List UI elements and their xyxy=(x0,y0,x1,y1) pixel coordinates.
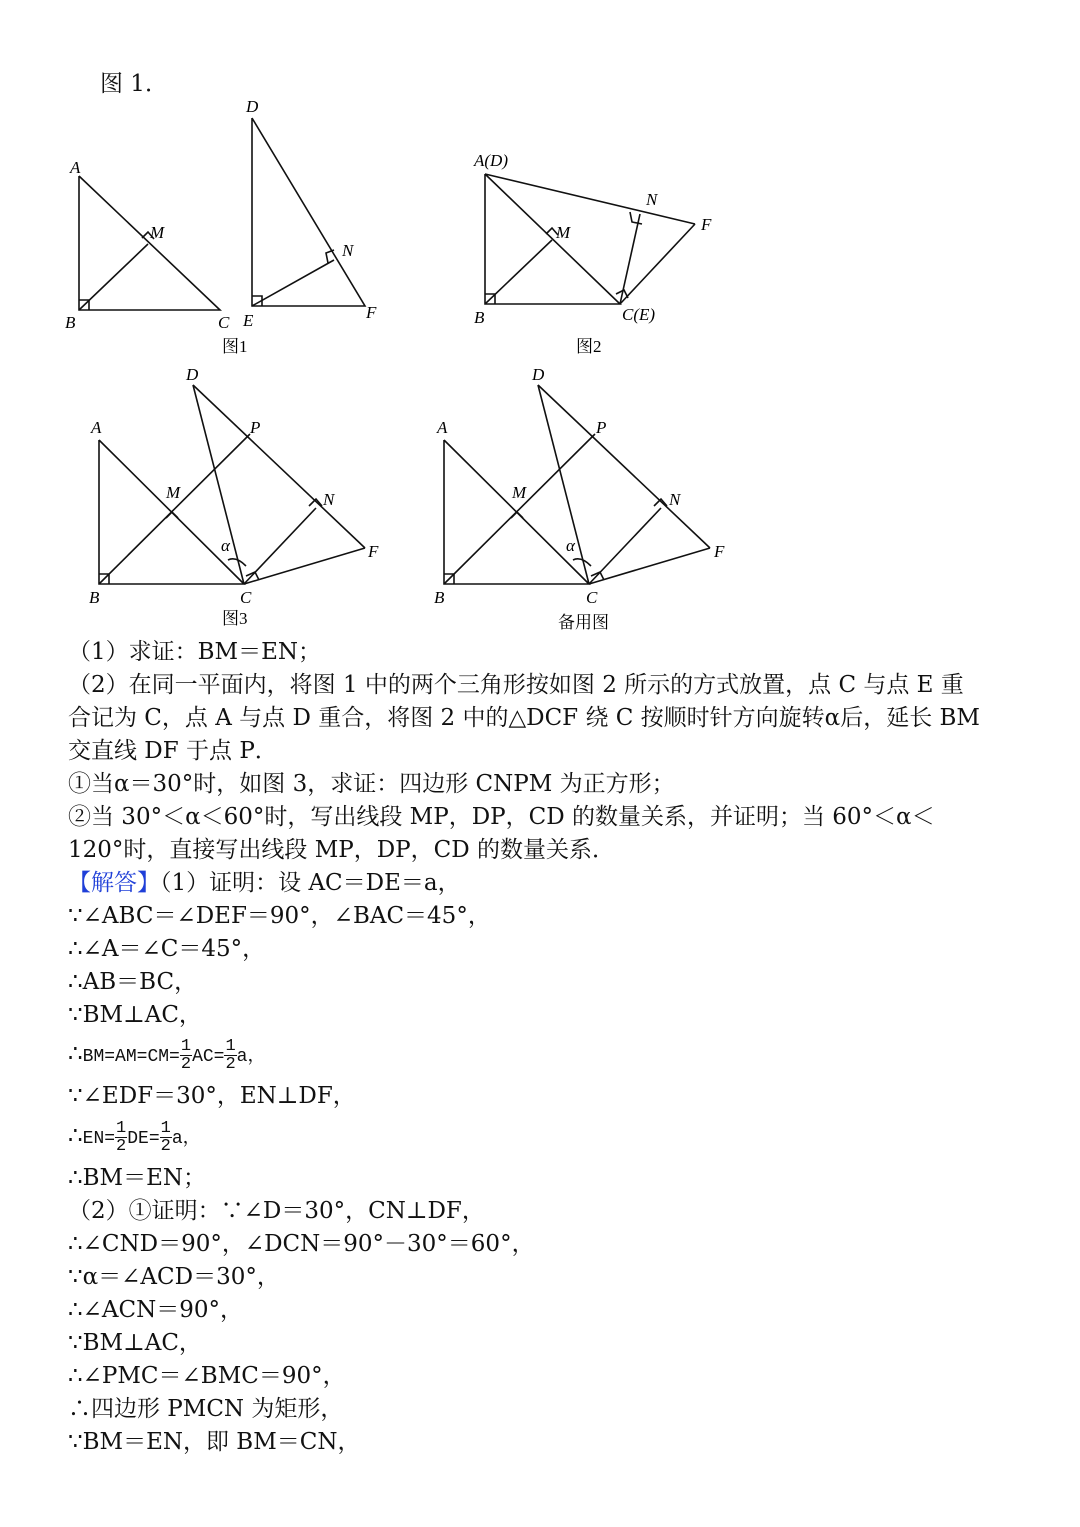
fig2-label-N: N xyxy=(646,190,658,209)
solution-step-10: ∴∠CND＝90°，∠DCN＝90°－30°＝60°， xyxy=(68,1231,535,1257)
fig1-label-M: M xyxy=(150,223,165,242)
solution-step-12: ∴∠ACN＝90°， xyxy=(68,1297,244,1323)
solution-step-13: ∵BM⊥AC， xyxy=(68,1330,202,1356)
solution-step-16: ∵BM＝EN，即 BM＝CN， xyxy=(68,1429,361,1455)
fig3-label-D: D xyxy=(186,365,199,384)
fig3-label-A: A xyxy=(91,418,102,437)
fig3-label-P: P xyxy=(250,418,261,437)
solution-header xyxy=(68,867,461,899)
solution-step-5 xyxy=(68,1034,265,1077)
question-2-line-3: 交直线 DF 于点 P． xyxy=(68,738,278,764)
solution-step-14: ∴∠PMC＝∠BMC＝90°， xyxy=(68,1363,346,1389)
fig3-label-N: N xyxy=(323,490,335,509)
solution-step-2: ∴∠A＝∠C＝45°， xyxy=(68,936,266,962)
solution-step-8: ∴BM＝EN； xyxy=(68,1165,206,1191)
fig2-label-F: F xyxy=(701,215,712,234)
fig1-label-F: F xyxy=(366,303,377,322)
fraction-half: $\frac{1}{2}$ xyxy=(160,1118,171,1156)
question-1: （1）求证：BM＝EN； xyxy=(68,639,321,665)
figure-1 xyxy=(60,92,400,362)
fig2-label-B: B xyxy=(474,308,485,327)
figure-2 xyxy=(460,150,740,360)
fig1-label-A: A xyxy=(70,158,81,177)
fig3-label-C: C xyxy=(240,588,252,607)
fig4-label-F: F xyxy=(714,542,725,561)
fraction-half: $\frac{1}{2}$ xyxy=(180,1036,192,1074)
solution-step-5-prefix: ∴ xyxy=(68,1041,83,1067)
fig2-caption: 图2 xyxy=(576,337,602,356)
figure-3 xyxy=(80,360,400,630)
fig3-label-alpha: α xyxy=(221,536,230,555)
solution-step-3: ∴AB＝BC， xyxy=(68,969,198,995)
fig1-label-E: E xyxy=(243,311,254,330)
fig1-caption: 图1 xyxy=(222,337,248,356)
question-2-line-2: 合记为 C，点 A 与点 D 重合，将图 2 中的△DCF 绕 C 按顺时针方向旋转α后，延长 BM xyxy=(68,705,980,731)
fig2-label-AD: A(D) xyxy=(474,151,508,170)
fig3-label-F: F xyxy=(368,542,379,561)
question-2-line-1: （2）在同一平面内，将图 1 中的两个三角形按如图 2 所示的方式放置，点 C 与点 E 重 xyxy=(68,672,964,698)
question-2-part-1: ①当α＝30°时，如图 3，求证：四边形 CNPM 为正方形； xyxy=(68,771,675,797)
fig4-label-alpha: α xyxy=(566,536,575,555)
figure-intro: 图 1． xyxy=(100,71,168,97)
fig3-caption: 图3 xyxy=(222,609,248,628)
solution-step-7-b: DE= xyxy=(127,1129,160,1149)
solution-step-6: ∵∠EDF＝30°，EN⊥DF， xyxy=(68,1083,356,1109)
fig4-label-B: B xyxy=(434,588,445,607)
solution-step-7-c: a， xyxy=(171,1129,201,1149)
fig1-label-B: B xyxy=(65,313,76,332)
fig1-label-D: D xyxy=(246,97,259,116)
solution-step-7 xyxy=(68,1116,201,1159)
fig3-label-M: M xyxy=(166,483,181,502)
question-2-part-2-line-2: 120°时，直接写出线段 MP，DP，CD 的数量关系． xyxy=(68,837,616,863)
solution-step-7-prefix: ∴ xyxy=(68,1123,83,1149)
solution-step-15: ∴四边形 PMCN 为矩形， xyxy=(68,1396,344,1422)
fig2-label-CE: C(E) xyxy=(622,305,656,324)
solution-step-5-a: BM=AM=CM= xyxy=(82,1047,180,1067)
fig4-label-N: N xyxy=(669,490,681,509)
solution-step-9: （2）①证明：∵∠D＝30°，CN⊥DF， xyxy=(68,1198,485,1224)
fraction-half: $\frac{1}{2}$ xyxy=(116,1118,127,1156)
fig4-label-D: D xyxy=(532,365,545,384)
fig2-label-M: M xyxy=(556,223,571,242)
fig4-label-M: M xyxy=(512,483,527,502)
solution-step-5-b: AC= xyxy=(192,1047,225,1067)
question-2-part-2-line-1: ②当 30°＜α＜60°时，写出线段 MP，DP，CD 的数量关系，并证明；当 60°＜α＜ xyxy=(68,804,935,830)
fig4-caption: 备用图 xyxy=(558,613,609,632)
fig4-label-A: A xyxy=(437,418,448,437)
solution-header-text: （1）证明：设 AC＝DE＝a， xyxy=(160,870,461,896)
solution-step-4: ∵BM⊥AC， xyxy=(68,1002,202,1028)
solution-step-1: ∵∠ABC＝∠DEF＝90°，∠BAC＝45°， xyxy=(68,903,491,929)
fig1-label-N: N xyxy=(342,241,354,260)
solution-step-5-c: a， xyxy=(236,1047,266,1067)
fig4-label-C: C xyxy=(586,588,598,607)
solution-tag: 【解答】 xyxy=(68,870,160,896)
fraction-half: $\frac{1}{2}$ xyxy=(225,1036,236,1074)
fig4-label-P: P xyxy=(596,418,607,437)
figure-4 xyxy=(425,360,745,635)
solution-step-7-a: EN= xyxy=(82,1129,116,1149)
solution-step-11: ∵α＝∠ACD＝30°， xyxy=(68,1264,280,1290)
fig1-label-C: C xyxy=(218,313,230,332)
fig3-label-B: B xyxy=(89,588,100,607)
